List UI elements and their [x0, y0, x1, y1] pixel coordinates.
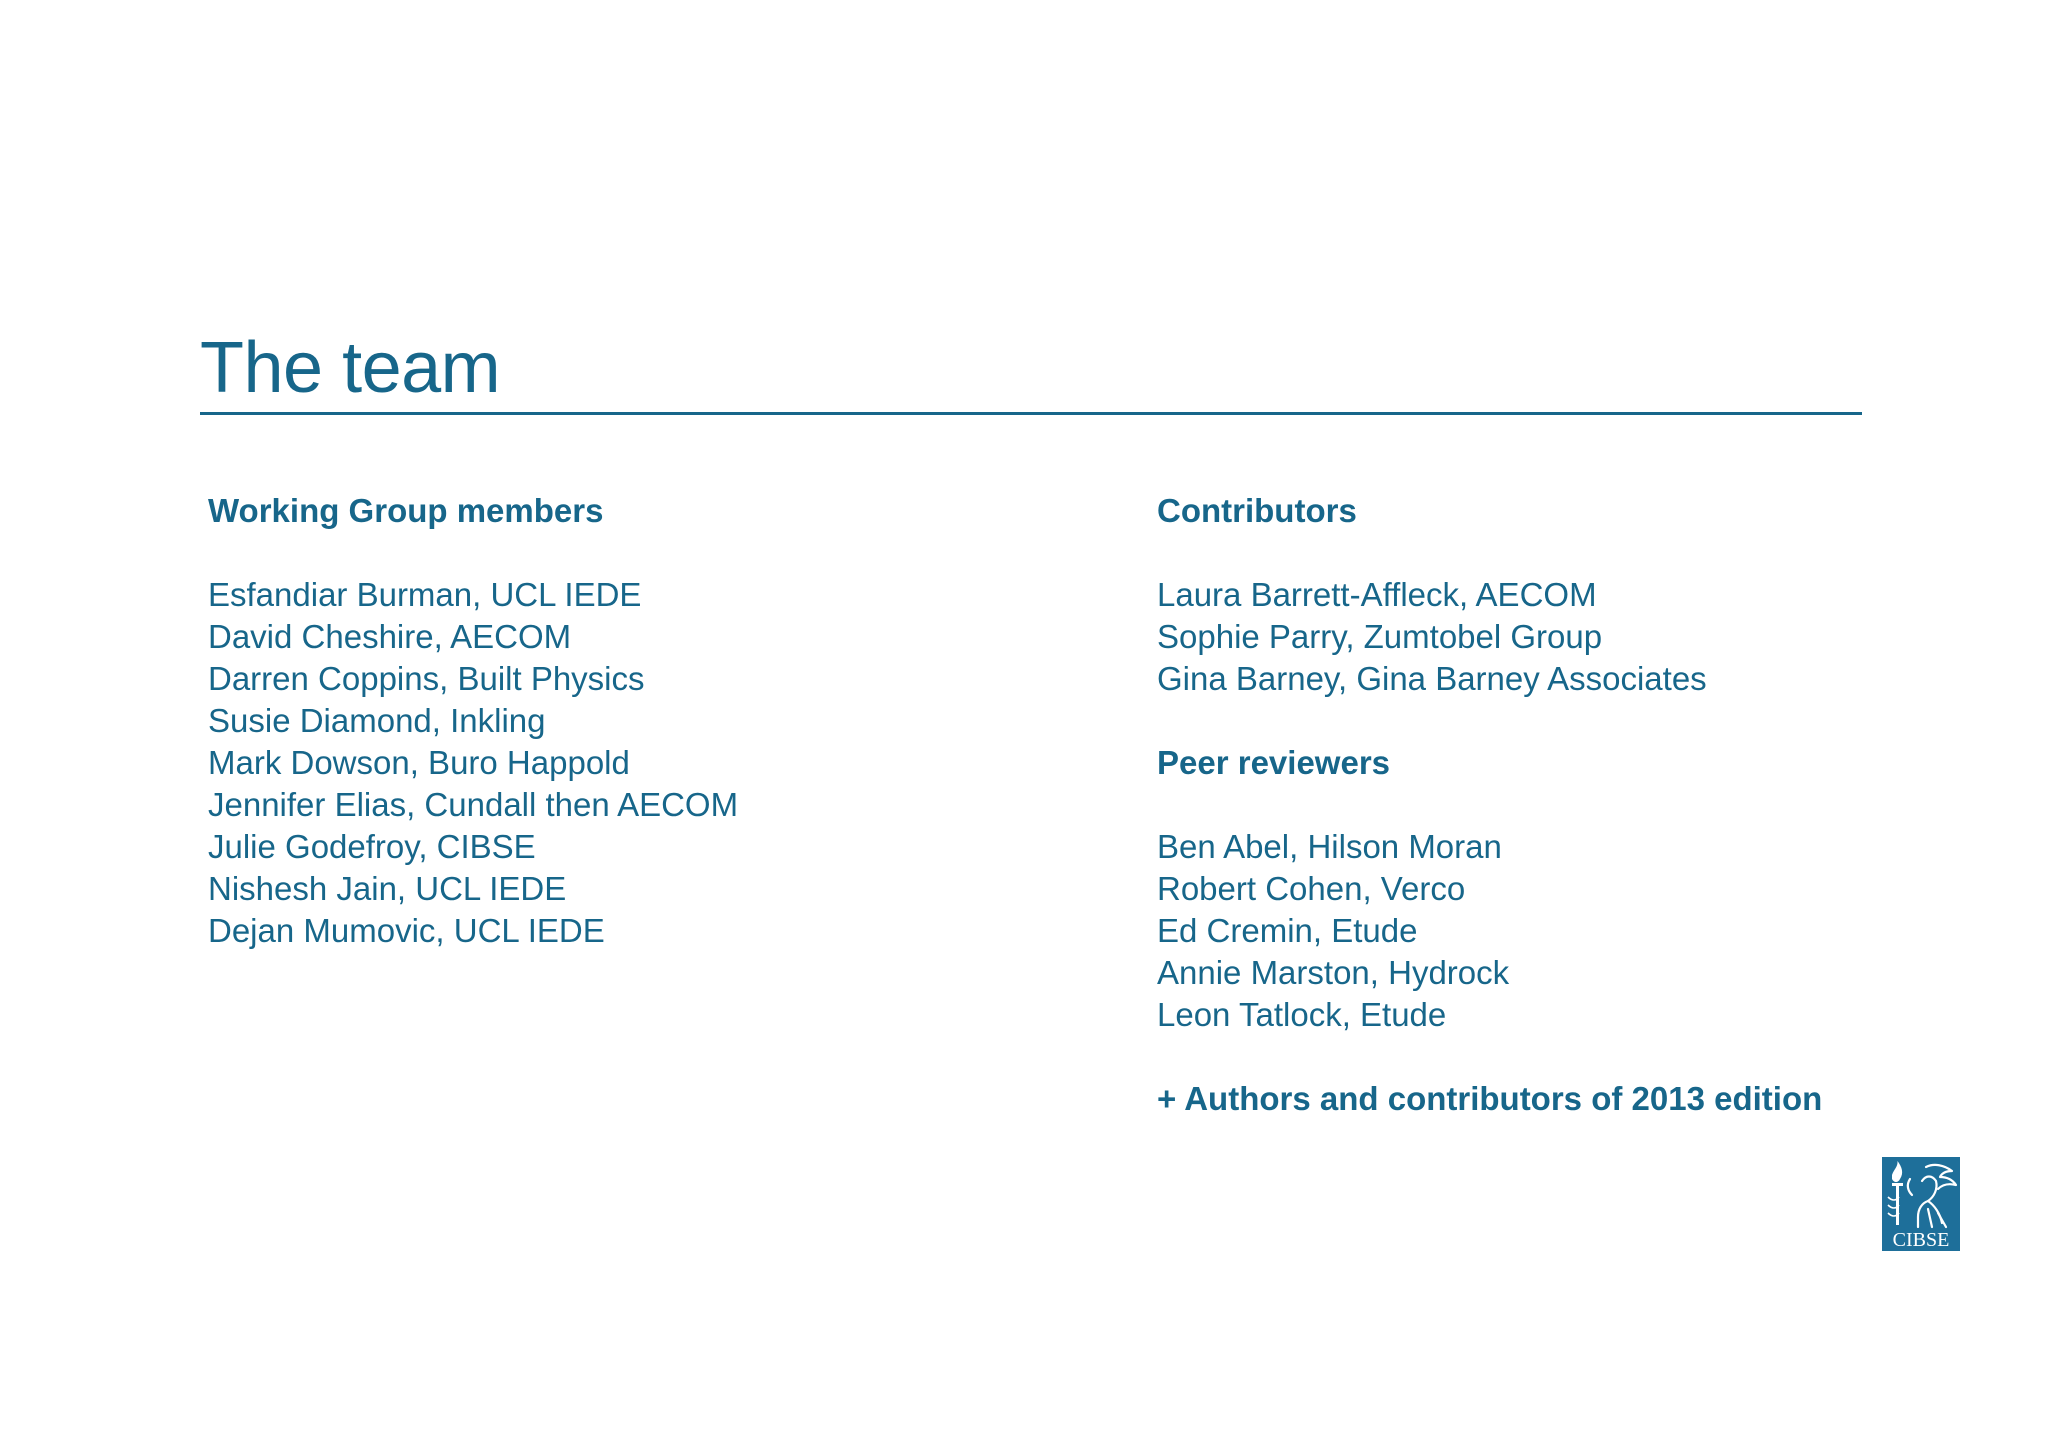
list-item: Ben Abel, Hilson Moran [1157, 828, 1502, 865]
logo-text: CIBSE [1892, 1229, 1950, 1251]
list-item: Dejan Mumovic, UCL IEDE [208, 912, 605, 949]
list-item: Robert Cohen, Verco [1157, 870, 1466, 907]
list-item: Ed Cremin, Etude [1157, 912, 1418, 949]
cibse-logo-graphic [1882, 1157, 1960, 1251]
list-item: Laura Barrett-Affleck, AECOM [1157, 576, 1597, 613]
list-item: Sophie Parry, Zumtobel Group [1157, 618, 1603, 655]
working-group-list [208, 574, 738, 952]
working-group-column [208, 490, 738, 952]
peer-reviewers-list [1157, 826, 1822, 1036]
working-group-heading: Working Group members [208, 492, 604, 529]
previous-edition-note: + Authors and contributors of 2013 edition [1157, 1080, 1823, 1117]
list-item: Susie Diamond, Inkling [208, 702, 546, 739]
list-item: Darren Coppins, Built Physics [208, 660, 645, 697]
contributors-heading: Contributors [1157, 492, 1357, 529]
contributors-column [1157, 490, 1822, 1120]
list-item: Leon Tatlock, Etude [1157, 996, 1447, 1033]
list-item: Esfandiar Burman, UCL IEDE [208, 576, 642, 613]
cibse-logo-icon [1882, 1157, 1960, 1251]
title-divider [200, 412, 1862, 415]
list-item: David Cheshire, AECOM [208, 618, 572, 655]
list-item: Nishesh Jain, UCL IEDE [208, 870, 567, 907]
list-item: Julie Godefroy, CIBSE [208, 828, 536, 865]
peer-reviewers-heading: Peer reviewers [1157, 744, 1391, 781]
page-title: The team [200, 328, 501, 408]
list-item: Annie Marston, Hydrock [1157, 954, 1510, 991]
list-item: Mark Dowson, Buro Happold [208, 744, 630, 781]
section-spacer [1157, 700, 1822, 742]
contributors-list [1157, 574, 1822, 700]
list-item: Gina Barney, Gina Barney Associates [1157, 660, 1707, 697]
list-item: Jennifer Elias, Cundall then AECOM [208, 786, 739, 823]
